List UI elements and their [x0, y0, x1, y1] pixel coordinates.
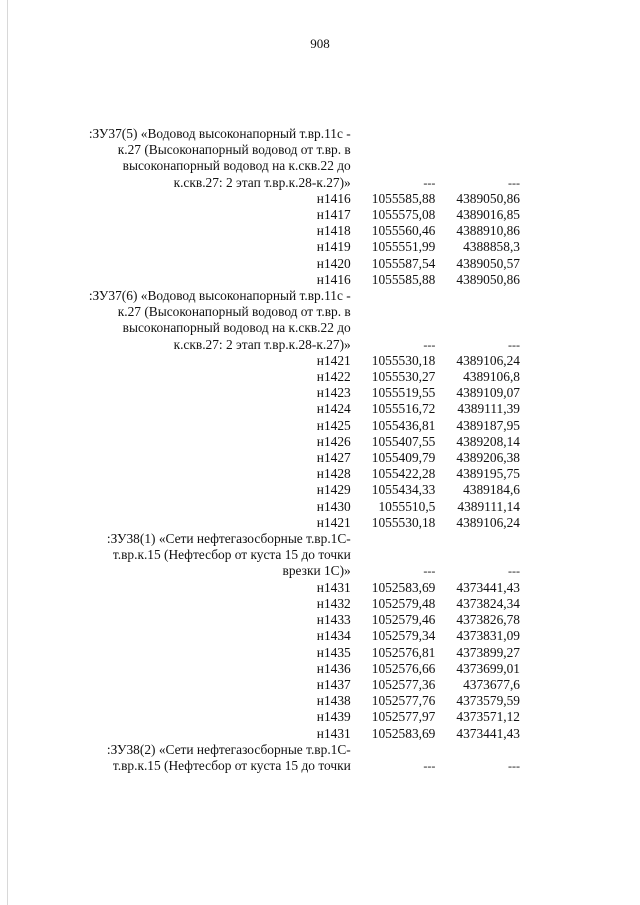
coordinate-row — [70, 596, 520, 612]
x-coordinate: 1052577,97 — [371, 709, 436, 725]
x-coordinate: 1055587,54 — [371, 255, 436, 271]
point-id: н1416 — [316, 271, 351, 287]
coordinate-row — [70, 272, 520, 288]
y-coordinate: 4389016,85 — [456, 207, 520, 223]
coordinate-row — [70, 612, 520, 628]
coordinate-row — [70, 466, 520, 482]
coordinate-row — [70, 628, 520, 644]
section-x-dash: --- — [423, 175, 436, 190]
section-title-line: врезки 1С)» — [282, 563, 351, 579]
section-y-dash: --- — [508, 564, 520, 579]
coordinate-row — [70, 385, 520, 401]
coordinate-row — [70, 256, 520, 272]
section-title-line: :ЗУ38(1) «Сети нефтегазосборные т.вр.1С- — [106, 531, 351, 547]
point-id: н1419 — [316, 239, 351, 255]
coordinate-row — [70, 369, 520, 385]
coordinate-row — [70, 434, 520, 450]
coordinate-row — [70, 515, 520, 531]
point-id: н1427 — [316, 450, 351, 466]
coordinate-row — [70, 661, 520, 677]
coordinate-row — [70, 499, 520, 515]
y-coordinate: 4389208,14 — [456, 433, 520, 449]
coordinate-row — [70, 239, 520, 255]
section-title-line: к.27 (Высоконапорный водовод от т.вр. в — [117, 142, 351, 158]
x-coordinate: 1055436,81 — [371, 417, 436, 433]
point-id: н1438 — [316, 693, 351, 709]
y-coordinate: 4389187,95 — [456, 417, 520, 433]
section-header — [70, 742, 520, 774]
point-id: н1433 — [316, 612, 351, 628]
x-coordinate: 1055407,55 — [371, 433, 436, 449]
x-coordinate: 1052583,69 — [371, 579, 436, 595]
coordinate-row — [70, 482, 520, 498]
y-coordinate: 4389050,86 — [456, 190, 520, 206]
section-title-line: :ЗУ37(5) «Водовод высоконапорный т.вр.11с - — [88, 126, 351, 141]
coordinate-row — [70, 693, 520, 709]
point-id: н1428 — [316, 466, 351, 482]
x-coordinate: 1052577,76 — [371, 693, 436, 709]
point-id: н1425 — [316, 417, 351, 433]
point-id: н1422 — [316, 369, 351, 385]
point-id: н1417 — [316, 207, 351, 223]
y-coordinate: 4388910,86 — [456, 223, 520, 239]
point-id: н1431 — [316, 579, 351, 595]
coordinate-row — [70, 191, 520, 207]
y-coordinate: 4389106,8 — [463, 369, 520, 385]
section-title-line: :ЗУ38(2) «Сети нефтегазосборные т.вр.1С- — [106, 741, 351, 757]
x-coordinate: 1055510,5 — [378, 498, 436, 514]
x-coordinate: 1055516,72 — [371, 401, 436, 417]
point-id: н1418 — [316, 223, 351, 239]
y-coordinate: 4389206,38 — [456, 450, 520, 466]
section-x-dash: --- — [423, 564, 436, 579]
y-coordinate: 4373826,78 — [456, 612, 520, 628]
point-id: н1420 — [316, 255, 351, 271]
y-coordinate: 4389111,39 — [457, 401, 520, 417]
x-coordinate: 1055585,88 — [371, 271, 436, 287]
y-coordinate: 4389106,24 — [456, 514, 520, 530]
y-coordinate: 4373571,12 — [456, 709, 520, 725]
point-id: н1436 — [316, 660, 351, 676]
y-coordinate: 4373441,43 — [456, 579, 520, 595]
x-coordinate: 1052579,34 — [371, 628, 436, 644]
scan-margin-line — [7, 0, 8, 905]
point-id: н1429 — [316, 482, 351, 498]
x-coordinate: 1055530,18 — [371, 352, 436, 368]
section-title-line: т.вр.к.15 (Нефтесбор от куста 15 до точки — [112, 547, 351, 563]
x-coordinate: 1055551,99 — [371, 239, 436, 255]
y-coordinate: 4389050,86 — [456, 271, 520, 287]
section-x-dash: --- — [423, 337, 436, 352]
point-id: н1423 — [316, 385, 351, 401]
section-y-dash: --- — [508, 758, 520, 773]
section-title-line: высоконапорный водовод на к.скв.22 до — [122, 320, 351, 336]
section-title-line: к.скв.27: 2 этап т.вр.к.28-к.27)» — [173, 174, 351, 190]
coordinate-row — [70, 223, 520, 239]
coordinate-row — [70, 353, 520, 369]
x-coordinate: 1052579,46 — [371, 612, 436, 628]
section-title-line: т.вр.к.15 (Нефтесбор от куста 15 до точки — [112, 757, 351, 773]
coordinate-row — [70, 580, 520, 596]
coordinate-row — [70, 677, 520, 693]
y-coordinate: 4389106,24 — [456, 352, 520, 368]
section-y-dash: --- — [508, 337, 520, 352]
y-coordinate: 4373899,27 — [456, 644, 520, 660]
section-x-dash: --- — [423, 758, 436, 773]
coordinates-table — [70, 126, 520, 774]
section-title-line: высоконапорный водовод на к.скв.22 до — [122, 158, 351, 174]
section-header — [70, 126, 520, 191]
point-id: н1426 — [316, 433, 351, 449]
y-coordinate: 4389109,07 — [456, 385, 520, 401]
y-coordinate: 4389184,6 — [463, 482, 520, 498]
x-coordinate: 1055530,27 — [371, 369, 436, 385]
section-title — [70, 288, 351, 353]
point-id: н1432 — [316, 595, 351, 611]
y-coordinate: 4373579,59 — [456, 693, 520, 709]
section-header — [70, 288, 520, 353]
coordinate-row — [70, 207, 520, 223]
coordinate-row — [70, 645, 520, 661]
page-number: 908 — [310, 36, 330, 51]
x-coordinate: 1052576,81 — [371, 644, 436, 660]
y-coordinate: 4389050,57 — [456, 255, 520, 271]
x-coordinate: 1055530,18 — [371, 514, 436, 530]
point-id: н1421 — [316, 352, 351, 368]
y-coordinate: 4388858,3 — [463, 239, 520, 255]
x-coordinate: 1055409,79 — [371, 450, 436, 466]
y-coordinate: 4373677,6 — [463, 676, 520, 692]
x-coordinate: 1052576,66 — [371, 660, 436, 676]
y-coordinate: 4373824,34 — [456, 595, 520, 611]
section-title-line: :ЗУ37(6) «Водовод высоконапорный т.вр.11с - — [88, 288, 351, 304]
point-id: н1421 — [316, 514, 351, 530]
coordinate-row — [70, 726, 520, 742]
y-coordinate: 4389195,75 — [456, 466, 520, 482]
point-id: н1424 — [316, 401, 351, 417]
y-coordinate: 4373441,43 — [456, 725, 520, 741]
x-coordinate: 1055560,46 — [371, 223, 436, 239]
point-id: н1430 — [316, 498, 351, 514]
x-coordinate: 1052583,69 — [371, 725, 436, 741]
point-id: н1434 — [316, 628, 351, 644]
coordinate-row — [70, 709, 520, 725]
y-coordinate: 4373699,01 — [456, 660, 520, 676]
coordinate-row — [70, 418, 520, 434]
x-coordinate: 1055434,33 — [371, 482, 436, 498]
point-id: н1435 — [316, 644, 351, 660]
x-coordinate: 1055575,08 — [371, 207, 436, 223]
x-coordinate: 1052577,36 — [371, 676, 436, 692]
section-title — [70, 126, 351, 191]
section-title — [70, 531, 351, 580]
point-id: н1437 — [316, 676, 351, 692]
point-id: н1416 — [316, 190, 351, 206]
x-coordinate: 1055519,55 — [371, 385, 436, 401]
point-id: н1431 — [316, 725, 351, 741]
section-header — [70, 531, 520, 580]
y-coordinate: 4389111,14 — [457, 498, 520, 514]
y-coordinate: 4373831,09 — [456, 628, 520, 644]
section-title-line: к.скв.27: 2 этап т.вр.к.28-к.27)» — [173, 336, 351, 352]
section-title-line: к.27 (Высоконапорный водовод от т.вр. в — [117, 304, 351, 320]
point-id: н1439 — [316, 709, 351, 725]
x-coordinate: 1055585,88 — [371, 190, 436, 206]
x-coordinate: 1052579,48 — [371, 595, 436, 611]
x-coordinate: 1055422,28 — [371, 466, 436, 482]
coordinate-row — [70, 450, 520, 466]
section-title — [70, 742, 351, 774]
section-y-dash: --- — [508, 175, 520, 190]
coordinate-row — [70, 401, 520, 417]
